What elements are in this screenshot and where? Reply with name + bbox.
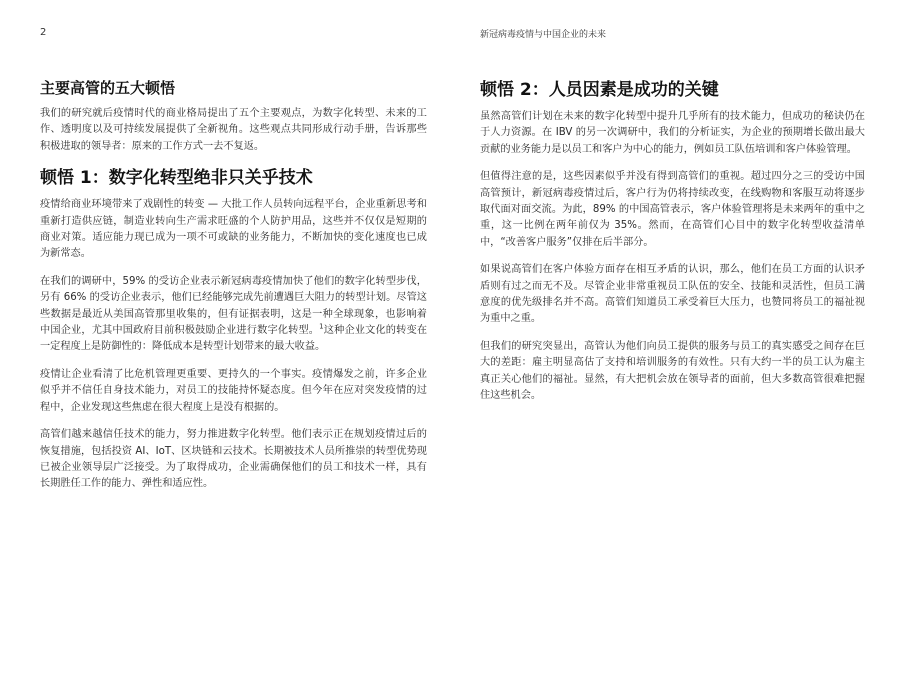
insight-1-paragraph-3: 疫情让企业看清了比危机管理更重要、更持久的一个事实。疫情爆发之前，许多企业似乎并不信任自身技术能力，对员工的技能持怀疑态度。但今年在应对突发疫情的过程中，企业发现这些焦虑在很大程度上是没有根据的。 [40,368,427,413]
insight-1-paragraph-2-text: 在我们的调研中，59% 的受访企业表示新冠病毒疫情加快了他们的数字化转型步伐，另有 66% 的受访企业表示，他们已经能够完成先前遭遇巨大阻力的转型计划。尽管这些数据是最近从美国高管那里收集的，但有证据表明，这是一种全球现象，也影响着中国企业，尤其中国政府目前积极鼓励企业进行数字化转型。 [40,275,427,337]
intro-paragraph: 我们的研究就后疫情时代的商业格局提出了五个主要观点，为数字化转型、未来的工作、透明度以及可持续发展提供了全新视角。这些观点共同形成行动手册，告诉那些积极进取的领导者：原来的工作方式一去不复返。 [40,108,427,152]
footnote-marker: 1 [319,322,324,331]
section-heading-insight-2: 顿悟 2：人员因素是成功的关键 [480,80,719,100]
insight-2-paragraph-1: 虽然高管们计划在未来的数字化转型中提升几乎所有的技术能力，但成功的秘诀仍在于人力资源。在 IBV 的另一次调研中，我们的分析证实，为企业的预期增长做出最大贡献的业务能力是以员工和客户为中心的能力，例如员工队伍培训和客户体验管理。 [480,111,865,155]
insight-2-paragraph-2: 但值得注意的是，这些因素似乎并没有得到高管们的重视。超过四分之三的受访中国高管预计，新冠病毒疫情过后，客户行为仍将持续改变，在线购物和客服互动将逐步取代面对面交流。为此，89% 的中国高管表示，客户体验管理将是未来两年的重中之重，这一比例在两年前仅为 35%。然而，在高管们心目中的数字化转型收益清单中，“改善客户服务”仅排在后半部分。 [480,171,865,248]
section-heading-main: 主要高管的五大顿悟 [40,79,176,97]
insight-1-paragraph-4: 高管们越来越信任技术的能力，努力推进数字化转型。他们表示正在规划疫情过后的恢复措施，包括投资 AI、IoT、区块链和云技术。长期被技术人员所推崇的转型优势现已被企业领导层广泛接受。为了取得成功，企业需确保他们的员工和技术一样，具有长期胜任工作的能力、弹性和适应性。 [40,429,427,490]
left-column [40,78,427,504]
right-column [480,78,865,416]
insight-2-paragraph-3: 如果说高管们在客户体验方面存在相互矛盾的认识，那么，他们在员工方面的认识矛盾则有过之而无不及。尽管企业非常重视员工队伍的安全、技能和灵活性，但员工满意度的优先级排名并不高。高管们知道员工承受着巨大压力，也赞同将员工的福祉视为重中之重。 [480,264,865,325]
page-number: 2 [40,27,47,38]
insight-2-paragraph-4: 但我们的研究突显出，高管认为他们向员工提供的服务与员工的真实感受之间存在巨大的差距：雇主明显高估了支持和培训服务的有效性。只有大约一半的员工认为雇主真正关心他们的福祉。显然，有大把机会放在领导者的面前，但大多数高管很难把握住这些机会。 [480,340,865,402]
insight-1-paragraph-1: 疫情给商业环境带来了戏剧性的转变 — 大批工作人员转向远程平台，企业重新思考和重新打造供应链，制造业转向生产需求旺盛的个人防护用品，这些并不仅仅是短期的商业对策。适应能力现已成为一项不可或缺的业务能力，不断加快的变化速度也已成为新常态。 [40,199,427,260]
insight-1-paragraph-2 [40,274,427,356]
insight-1-paragraph-2-tail: 这种企业文化的转变在一定程度上是防御性的：降低成本是转型计划带来的最大收益。 [40,325,428,353]
running-header: 新冠病毒疫情与中国企业的未来 [480,30,607,40]
section-heading-insight-1: 顿悟 1：数字化转型绝非只关乎技术 [40,168,313,189]
